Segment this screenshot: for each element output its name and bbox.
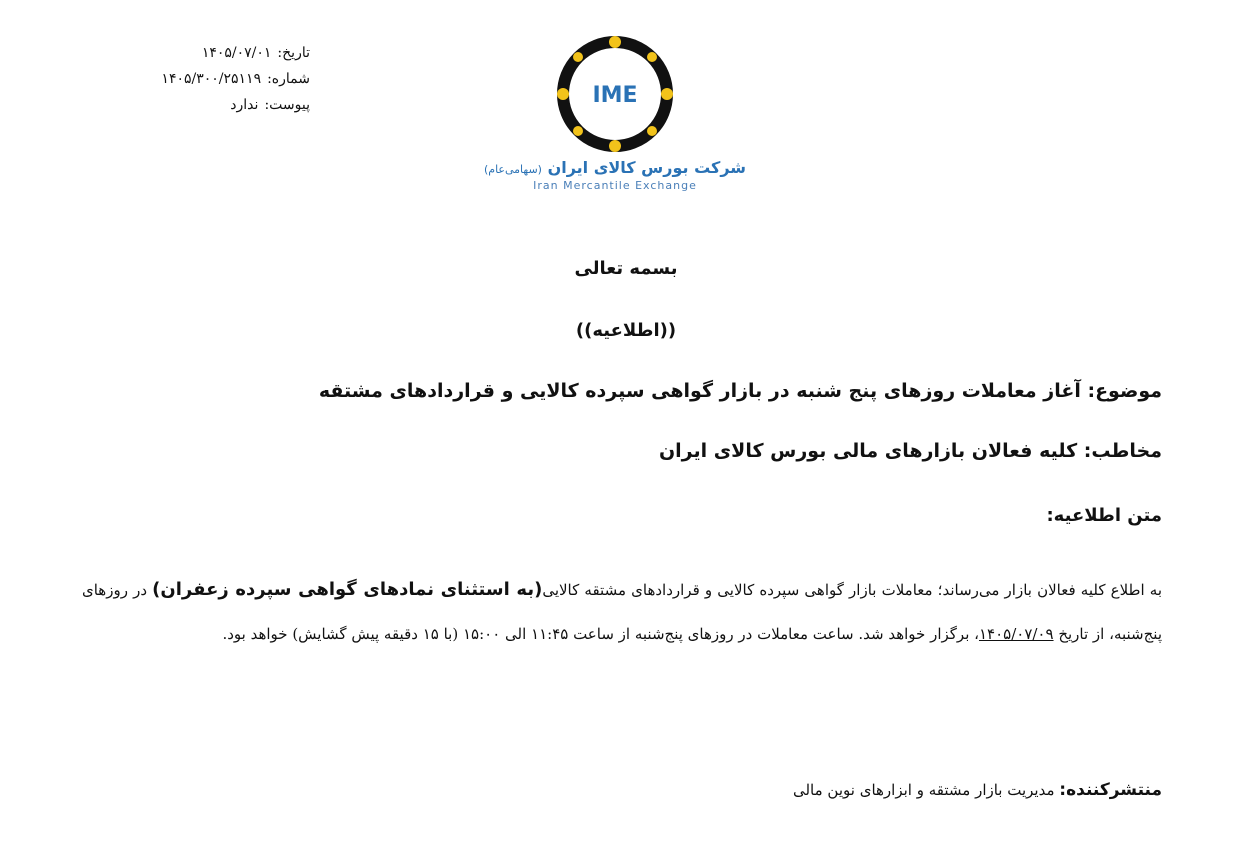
body-part3: ، برگزار خواهد شد. ساعت معاملات در روزهای پنج‌شنبه از ساعت ۱۱:۴۵ الی ۱۵:۰۰ (با ۱۵ دقیقه پیش گشایش) خواهد بود. — [222, 625, 979, 643]
meta-number-label: شماره: — [267, 71, 310, 87]
audience-label: مخاطب: — [1083, 440, 1162, 462]
subject-label: موضوع: — [1087, 380, 1162, 402]
publisher-line — [82, 780, 1162, 800]
audience-line — [82, 440, 1162, 462]
company-logo — [470, 34, 760, 224]
meta-date-label: تاریخ: — [277, 45, 310, 61]
letter-meta — [110, 40, 310, 118]
body-part2: در روزهای پنج‌شنبه، از تاریخ — [82, 581, 1162, 643]
logo-mark-text: IME — [592, 83, 638, 108]
audience-text: کلیه فعالان بازارهای مالی بورس کالای ایران — [658, 440, 1078, 462]
subject-text: آغاز معاملات روزهای پنج شنبه در بازار گواهی سپرده کالایی و قراردادهای مشتقه — [318, 380, 1081, 402]
invocation-heading: بسمه تعالی — [574, 258, 678, 279]
subject-line — [82, 380, 1162, 402]
body-date: ۱۴۰۵/۰۷/۰۹ — [978, 625, 1054, 643]
logo-name-en: Iran Mercantile Exchange — [533, 179, 697, 192]
meta-attachment-label: پیوست: — [264, 97, 310, 113]
ime-logo-icon — [555, 34, 675, 154]
body-paragraph — [82, 568, 1162, 656]
publisher-label: منتشرکننده: — [1059, 780, 1162, 800]
meta-attachment — [110, 92, 310, 118]
notice-heading: ((اطلاعیه)) — [575, 320, 677, 341]
publisher-text: مدیریت بازار مشتقه و ابزارهای نوین مالی — [792, 781, 1055, 799]
body-heading: متن اطلاعیه: — [1046, 505, 1162, 526]
logo-name-fa — [470, 158, 760, 177]
logo-name-fa-suffix: (سهامی‌عام) — [483, 163, 542, 176]
meta-date — [110, 40, 310, 66]
meta-attachment-value: ندارد — [230, 97, 259, 113]
body-part1: به اطلاع کلیه فعالان بازار می‌رساند؛ معاملات بازار گواهی سپرده کالایی و قراردادهای مشتقه کالایی — [542, 581, 1162, 599]
logo-name-fa-main: شرکت بورس کالای ایران — [547, 158, 747, 177]
meta-number — [110, 66, 310, 92]
body-bold-part: (به استثنای نمادهای گواهی سپرده زعفران) — [152, 579, 543, 600]
meta-date-value: ۱۴۰۵/۰۷/۰۱ — [201, 45, 272, 61]
meta-number-value: ۱۴۰۵/۳۰۰/۲۵۱۱۹ — [161, 71, 262, 87]
